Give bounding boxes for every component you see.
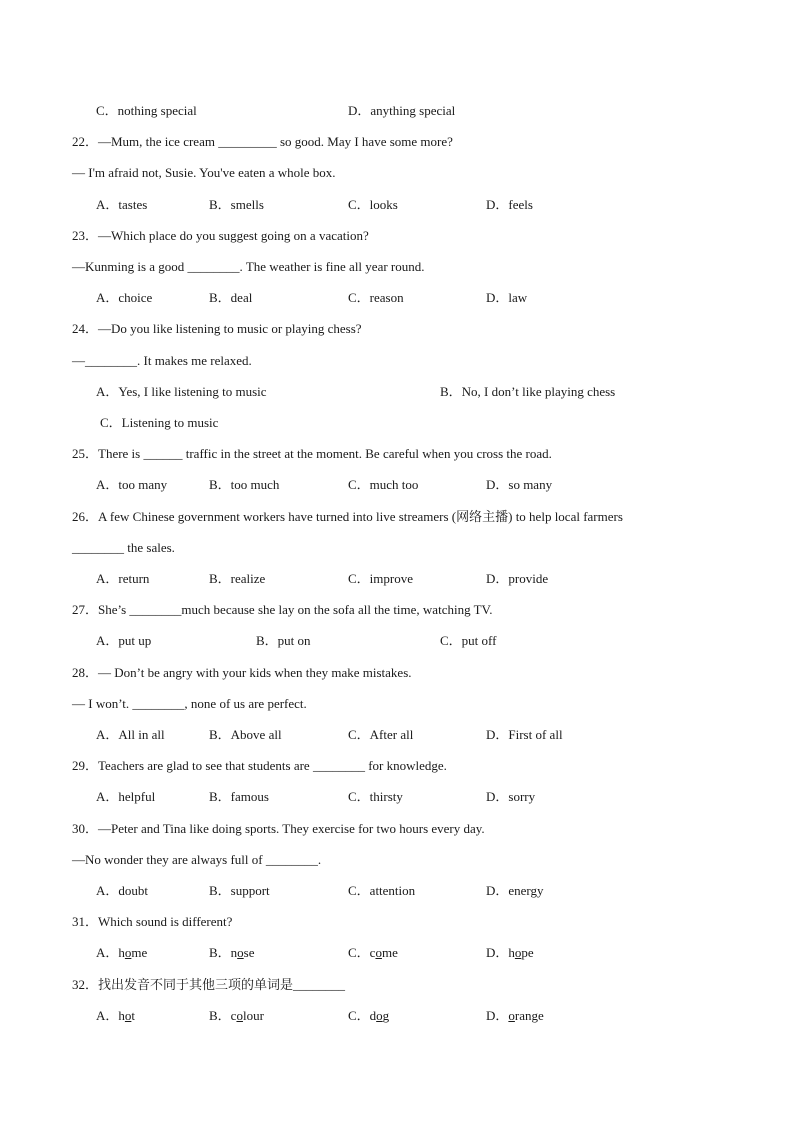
q23-option-b: B．deal — [209, 290, 253, 305]
q29-stem: 29．Teachers are glad to see that students are ________ for knowledge. — [72, 758, 447, 773]
q24-reply: —________. It makes me relaxed. — [72, 353, 252, 368]
q29-option-d: D．sorry — [486, 789, 536, 804]
q21-option-d: D．anything special — [348, 103, 456, 118]
q28-option-c: C．After all — [348, 727, 414, 742]
q25-option-c: C．much too — [348, 477, 419, 492]
q30-option-d: D．energy — [486, 883, 544, 898]
q30-stem: 30．—Peter and Tina like doing sports. They exercise for two hours every day. — [72, 821, 485, 836]
q23-option-d: D．law — [486, 290, 528, 305]
underlined-letter: o — [514, 945, 522, 960]
q32-stem: 32．找出发音不同于其他三项的单词是________ — [72, 977, 346, 992]
q27-stem: 27．She’s ________much because she lay on the sofa all the time, watching TV. — [72, 602, 493, 617]
q27-option-b: B．put on — [256, 633, 311, 648]
q26-option-d: D．provide — [486, 571, 549, 586]
underlined-letter: o — [124, 1008, 132, 1023]
q31-option-d: D．hope — [486, 945, 534, 960]
q29-option-a: A．helpful — [96, 789, 156, 804]
underlined-letter: o — [508, 1008, 515, 1023]
q30-option-c: C．attention — [348, 883, 416, 898]
q28-option-d: D．First of all — [486, 727, 563, 742]
q31-stem: 31．Which sound is different? — [72, 914, 233, 929]
q27-option-c: C．put off — [440, 633, 497, 648]
q31-option-c: C．come — [348, 945, 398, 960]
q24-option-b: B．No, I don’t like playing chess — [440, 384, 616, 399]
q28-reply: — I won’t. ________, none of us are perfect. — [72, 696, 307, 711]
q26-stem-continued: ________ the sales. — [72, 540, 175, 555]
q32-option-d: D．orange — [486, 1008, 544, 1023]
underlined-letter: o — [237, 945, 244, 960]
q23-option-a: A．choice — [96, 290, 153, 305]
q25-option-b: B．too much — [209, 477, 280, 492]
q23-reply: —Kunming is a good ________. The weather is fine all year round. — [72, 259, 425, 274]
q22-reply: — I'm afraid not, Susie. You've eaten a whole box. — [72, 165, 336, 180]
q24-option-c: C．Listening to music — [100, 415, 219, 430]
q25-option-d: D．so many — [486, 477, 553, 492]
q32-option-b: B．colour — [209, 1008, 264, 1023]
q23-stem: 23．—Which place do you suggest going on a vacation? — [72, 228, 369, 243]
q25-option-a: A．too many — [96, 477, 168, 492]
q22-option-d: D．feels — [486, 197, 533, 212]
q26-option-c: C．improve — [348, 571, 413, 586]
q32-option-a: A．hot — [96, 1008, 136, 1023]
underlined-letter: o — [236, 1008, 243, 1023]
q26-stem: 26．A few Chinese government workers have turned into live streamers (网络主播) to help local farmers — [72, 509, 623, 524]
q29-option-c: C．thirsty — [348, 789, 403, 804]
underlined-letter: o — [375, 945, 382, 960]
q27-option-a: A．put up — [96, 633, 152, 648]
q23-option-c: C．reason — [348, 290, 404, 305]
q31-option-b: B．nose — [209, 945, 255, 960]
q24-stem: 24．—Do you like listening to music or playing chess? — [72, 321, 362, 336]
q26-option-b: B．realize — [209, 571, 266, 586]
q29-option-b: B．famous — [209, 789, 269, 804]
q30-reply: —No wonder they are always full of ________. — [72, 852, 322, 867]
underlined-letter: o — [124, 945, 132, 960]
q21-option-c: C．nothing special — [96, 103, 197, 118]
q28-stem: 28．— Don’t be angry with your kids when they make mistakes. — [72, 665, 412, 680]
underlined-letter: o — [376, 1008, 383, 1023]
q28-option-b: B．Above all — [209, 727, 282, 742]
q31-option-a: A．home — [96, 945, 148, 960]
q28-option-a: A．All in all — [96, 727, 165, 742]
q22-option-b: B．smells — [209, 197, 264, 212]
q26-option-a: A．return — [96, 571, 150, 586]
q22-stem: 22．—Mum, the ice cream _________ so good. May I have some more? — [72, 134, 453, 149]
q32-option-c: C．dog — [348, 1008, 390, 1023]
q22-option-c: C．looks — [348, 197, 398, 212]
q22-option-a: A．tastes — [96, 197, 148, 212]
q24-option-a: A．Yes, I like listening to music — [96, 384, 267, 399]
q30-option-b: B．support — [209, 883, 270, 898]
q30-option-a: A．doubt — [96, 883, 149, 898]
q25-stem: 25．There is ______ traffic in the street at the moment. Be careful when you cross the road. — [72, 446, 552, 461]
